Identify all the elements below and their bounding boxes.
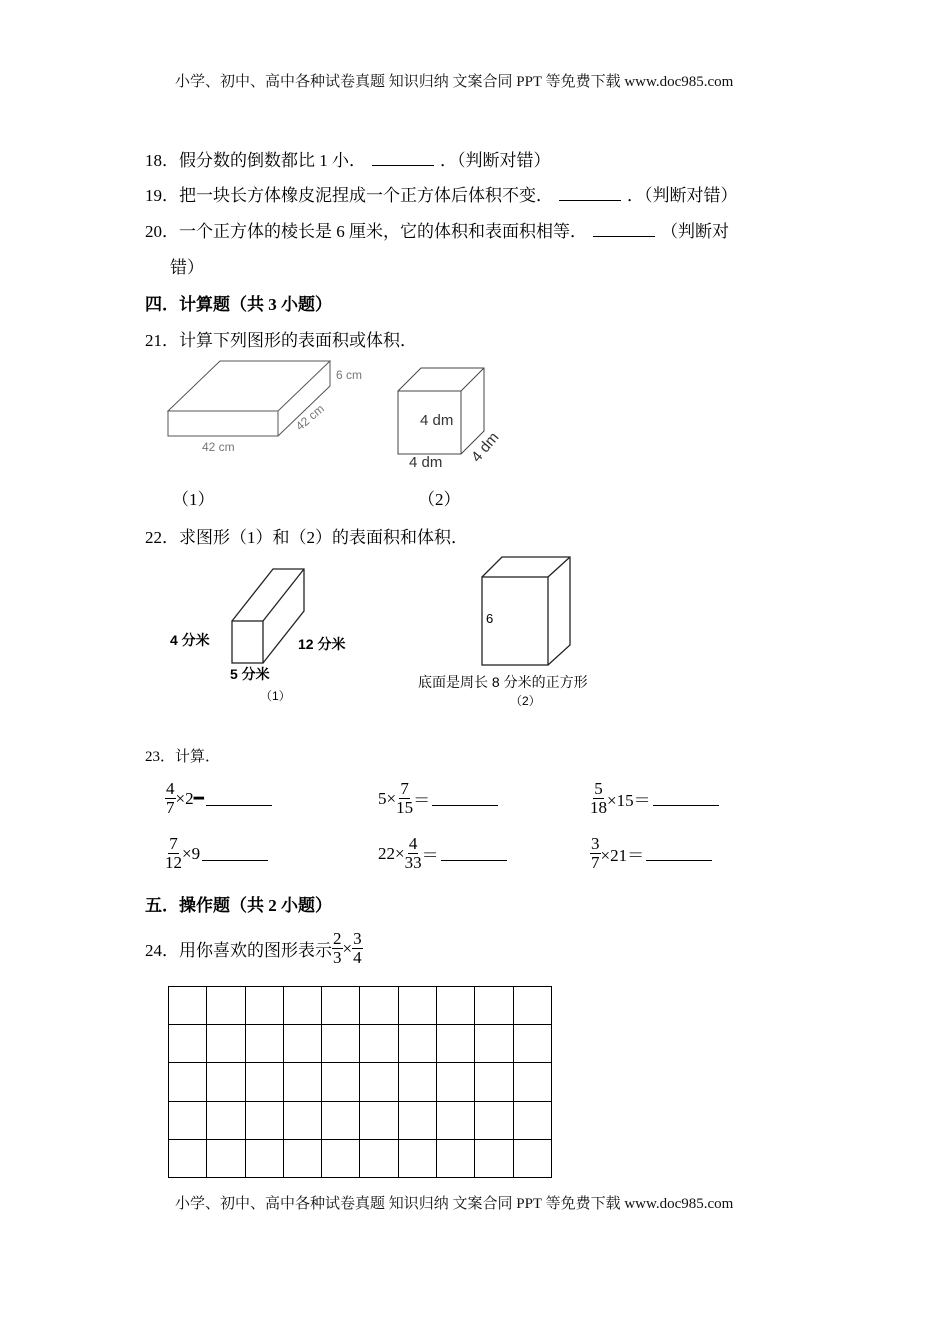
- grid-cell[interactable]: [207, 987, 245, 1025]
- question-text: 24．用你喜欢的图形表示: [145, 941, 332, 960]
- question-23: 23．计算．: [145, 749, 221, 765]
- expr-suffix: ×9: [182, 843, 201, 863]
- question-18: [145, 146, 551, 171]
- answer-blank[interactable]: [432, 791, 498, 806]
- q21-figures: [160, 355, 540, 480]
- calc-item: [165, 780, 272, 817]
- answer-blank[interactable]: [441, 846, 507, 861]
- fig2-note: 底面是周长 8 分米的正方形: [418, 674, 588, 690]
- denominator: 7: [591, 853, 600, 872]
- fig2-side-label: 4 dm: [468, 429, 503, 466]
- grid-cell[interactable]: [514, 1140, 552, 1178]
- question-21: 21．计算下列图形的表面积或体积．: [145, 331, 417, 350]
- cuboid-figure-1: [232, 569, 304, 663]
- denominator: 12: [165, 853, 182, 872]
- grid-cell[interactable]: [514, 1025, 552, 1063]
- denominator: 7: [166, 798, 175, 817]
- fraction: [165, 835, 182, 872]
- grid-cell[interactable]: [360, 1102, 398, 1140]
- numerator: 4: [408, 834, 418, 853]
- numerator: 7: [169, 834, 178, 853]
- grid-cell[interactable]: [246, 1025, 284, 1063]
- grid-cell[interactable]: [437, 1102, 475, 1140]
- fraction: [405, 835, 422, 872]
- grid-cell[interactable]: [437, 1025, 475, 1063]
- times-sign: ×: [342, 938, 353, 958]
- fig2-height-label: 6: [486, 611, 494, 626]
- fig2-bottom-label: 4 dm: [409, 454, 443, 471]
- numerator: 2: [333, 929, 342, 948]
- grid-cell[interactable]: [399, 1025, 437, 1063]
- grid-cell[interactable]: [514, 1063, 552, 1101]
- q22-figures: [160, 555, 640, 710]
- grid-cell[interactable]: [246, 1102, 284, 1140]
- fraction: [352, 930, 363, 967]
- grid-cell[interactable]: [475, 1140, 513, 1178]
- fig1-depth-label: 42 cm: [292, 401, 327, 434]
- denominator: 15: [396, 798, 414, 817]
- page-footer: 小学、初中、高中各种试卷真题 知识归纳 文案合同 PPT 等免费下载 www.doc985.com: [175, 1196, 734, 1212]
- grid-cell[interactable]: [322, 1102, 360, 1140]
- grid-cell[interactable]: [207, 1025, 245, 1063]
- fig2-caption: （2）: [510, 694, 541, 708]
- grid-cell[interactable]: [399, 1063, 437, 1101]
- grid-cell[interactable]: [322, 1025, 360, 1063]
- denominator: 4: [353, 948, 362, 967]
- grid-cell[interactable]: [360, 1063, 398, 1101]
- denominator: 33: [404, 853, 422, 872]
- fig1-length-label: 12 分米: [298, 636, 346, 652]
- fig1-width-label: 42 cm: [202, 440, 235, 454]
- grid-cell[interactable]: [284, 987, 322, 1025]
- answer-blank[interactable]: [559, 186, 621, 201]
- grid-cell[interactable]: [284, 1063, 322, 1101]
- expr-suffix: ×15＝: [607, 791, 651, 810]
- grid-cell[interactable]: [322, 1063, 360, 1101]
- grid-cell[interactable]: [475, 1063, 513, 1101]
- grid-cell[interactable]: [514, 1102, 552, 1140]
- fig2-caption: （2）: [418, 490, 461, 509]
- grid-cell[interactable]: [360, 1025, 398, 1063]
- answer-blank[interactable]: [653, 791, 719, 806]
- fig1-caption: （1）: [172, 490, 215, 509]
- numerator: 3: [353, 929, 362, 948]
- calc-item: [378, 780, 498, 817]
- fraction: [332, 930, 343, 967]
- question-tail: ．（判断对错）: [627, 186, 738, 205]
- question-22: 22．求图形（1）和（2）的表面积和体积．: [145, 528, 468, 547]
- grid-cell[interactable]: [169, 1025, 207, 1063]
- calc-item: [165, 835, 268, 872]
- question-text: 19．把一块长方体橡皮泥捏成一个正方体后体积不变．: [145, 186, 553, 205]
- expr-suffix: ＝: [413, 791, 431, 810]
- fig1-caption: （1）: [260, 689, 291, 703]
- grid-cell[interactable]: [207, 1102, 245, 1140]
- expr-prefix: 5×: [378, 788, 397, 808]
- expr-prefix: 22×: [378, 843, 405, 863]
- grid-cell[interactable]: [284, 1025, 322, 1063]
- grid-cell[interactable]: [360, 1140, 398, 1178]
- expr-suffix: ×21＝: [600, 846, 645, 865]
- grid-cell[interactable]: [437, 1140, 475, 1178]
- numerator: 5: [594, 779, 603, 798]
- question-20: [145, 217, 729, 242]
- grid-cell[interactable]: [284, 1102, 322, 1140]
- grid-cell[interactable]: [399, 1102, 437, 1140]
- page-header: 小学、初中、高中各种试卷真题 知识归纳 文案合同 PPT 等免费下载 www.doc985.com: [175, 74, 734, 90]
- fig1-height-label: 4 分米: [170, 632, 210, 648]
- grid-cell[interactable]: [475, 1025, 513, 1063]
- answer-blank[interactable]: [372, 151, 434, 166]
- calc-item: [590, 780, 719, 817]
- question-19: [145, 181, 738, 206]
- grid-cell[interactable]: [322, 1140, 360, 1178]
- grid-cell[interactable]: [246, 1140, 284, 1178]
- grid-cell[interactable]: [514, 987, 552, 1025]
- denominator: 18: [590, 798, 607, 817]
- grid-cell[interactable]: [399, 1140, 437, 1178]
- grid-cell[interactable]: [437, 987, 475, 1025]
- grid-cell[interactable]: [207, 1063, 245, 1101]
- cuboid-figure-2: [482, 557, 570, 665]
- grid-cell[interactable]: [169, 1102, 207, 1140]
- grid-cell[interactable]: [207, 1140, 245, 1178]
- question-tail: ．（判断对错）: [440, 151, 551, 170]
- question-text: 18．假分数的倒数都比 1 小．: [145, 151, 366, 170]
- question-20-continued: 错）: [170, 258, 204, 277]
- grid-cell[interactable]: [169, 1140, 207, 1178]
- fraction: [590, 780, 607, 817]
- grid-cell[interactable]: [322, 987, 360, 1025]
- grid-cell[interactable]: [169, 1063, 207, 1101]
- cube-figure-2: [398, 368, 484, 454]
- answer-blank[interactable]: [646, 846, 712, 861]
- fraction: [590, 835, 601, 872]
- grid-cell[interactable]: [284, 1140, 322, 1178]
- denominator: 3: [333, 948, 342, 967]
- expr-suffix: ＝: [421, 846, 439, 865]
- numerator: 7: [400, 779, 409, 798]
- numerator: 4: [166, 779, 175, 798]
- grid-cell[interactable]: [360, 987, 398, 1025]
- answer-blank[interactable]: [593, 222, 655, 237]
- drawing-grid[interactable]: [168, 986, 552, 1178]
- grid-cell[interactable]: [399, 987, 437, 1025]
- numerator: 3: [591, 834, 600, 853]
- expr-suffix: ×2━: [175, 788, 204, 808]
- answer-blank[interactable]: [206, 791, 272, 806]
- answer-blank[interactable]: [202, 846, 268, 861]
- grid-cell[interactable]: [437, 1063, 475, 1101]
- grid-cell[interactable]: [475, 1102, 513, 1140]
- fig1-height-label: 6 cm: [336, 368, 363, 382]
- question-24: [145, 930, 363, 967]
- grid-cell[interactable]: [246, 1063, 284, 1101]
- grid-cell[interactable]: [475, 987, 513, 1025]
- fig2-front-label: 4 dm: [420, 412, 454, 429]
- grid-cell[interactable]: [169, 987, 207, 1025]
- fig1-width-label: 5 分米: [230, 666, 270, 682]
- calc-item: [378, 835, 507, 872]
- section-5-heading: 五．操作题（共 2 小题）: [145, 896, 332, 915]
- question-text: 20．一个正方体的棱长是 6 厘米，它的体积和表面积相等．: [145, 222, 587, 241]
- question-tail: （判断对: [661, 222, 729, 241]
- calc-item: [590, 835, 712, 872]
- fraction: [396, 780, 413, 817]
- grid-cell[interactable]: [246, 987, 284, 1025]
- fraction: [165, 780, 176, 817]
- section-4-heading: 四．计算题（共 3 小题）: [145, 295, 332, 314]
